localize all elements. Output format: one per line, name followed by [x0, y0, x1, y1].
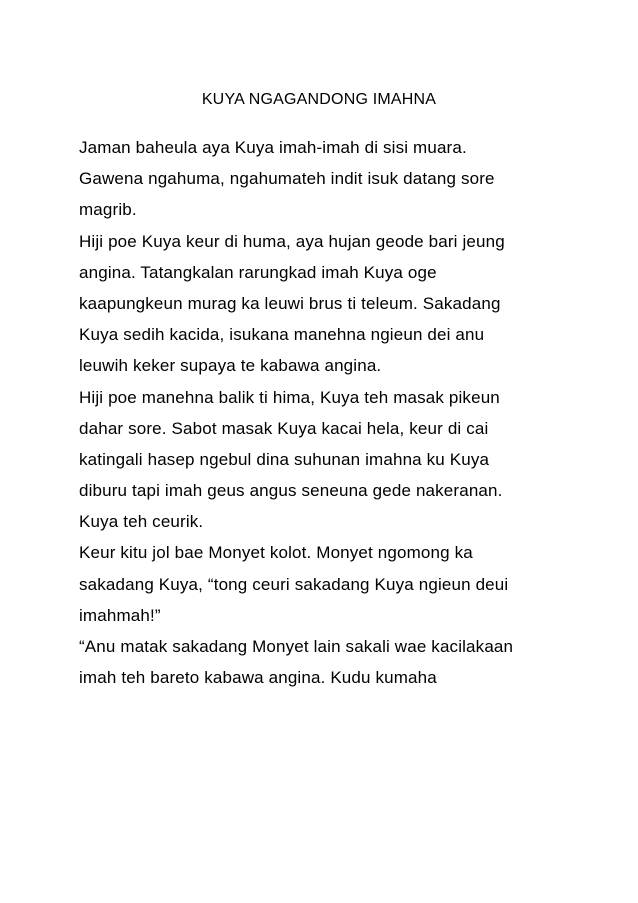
text-line: Gawena ngahuma, ngahumateh indit isuk datang sore [79, 169, 495, 189]
text-line: diburu tapi imah geus angus seneuna gede nakeranan. [79, 481, 503, 501]
text-line: imah teh bareto kabawa angina. Kudu kumaha [79, 668, 437, 688]
text-line: Keur kitu jol bae Monyet kolot. Monyet ngomong ka [79, 543, 473, 563]
text-line: dahar sore. Sabot masak Kuya kacai hela, keur di cai [79, 418, 489, 438]
document-body [79, 136, 599, 697]
text-line: imahmah!” [79, 605, 161, 625]
text-line: Jaman baheula aya Kuya imah-imah di sisi muara. [79, 138, 467, 157]
text-line: Kuya teh ceurik. [79, 512, 204, 532]
document-title: KUYA NGAGANDONG IMAHNA [201, 91, 437, 108]
text-line: sakadang Kuya, “tong ceuri sakadang Kuya ngieun deui [79, 574, 509, 594]
text-line: leuwih keker supaya te kabawa angina. [79, 356, 382, 376]
text-line: Kuya sedih kacida, isukana manehna ngieun dei anu [79, 325, 485, 345]
text-line: Hiji poe Kuya keur di huma, aya hujan geode bari jeung [79, 231, 505, 251]
text-line: kaapungkeun murag ka leuwi brus ti teleum. Sakadang [79, 293, 501, 313]
text-line: Hiji poe manehna balik ti hima, Kuya teh masak pikeun [79, 387, 500, 407]
text-line: angina. Tatangkalan rarungkad imah Kuya oge [79, 262, 437, 282]
text-line: “Anu matak sakadang Monyet lain sakali wae kacilakaan [79, 637, 514, 656]
text-line: katingali hasep ngebul dina suhunan imahna ku Kuya [79, 449, 490, 469]
text-line: magrib. [79, 200, 137, 220]
